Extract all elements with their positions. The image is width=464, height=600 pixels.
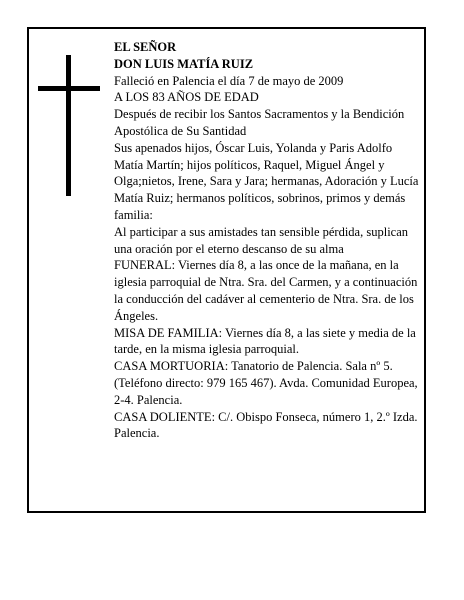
family-list: Sus apenados hijos, Óscar Luis, Yolanda y Paris Adolfo Matía Martín; hijos políticos, Raquel, Miguel Ángel y Olga;nietos, Irene, Sara y Jara; hermanas, Adoración y Lucía Matía Ruiz; hermanos políticos, sobrinos, primos y demás familia: (114, 140, 419, 222)
funeral-home-info: CASA MORTUORIA: Tanatorio de Palencia. Sala nº 5. (Teléfono directo: 979 165 467). Avda. Comunidad Europea, 2-4. Palencia. (114, 359, 418, 407)
deceased-name: DON LUIS MATÍA RUIZ (114, 56, 254, 71)
heading-line-1: EL SEÑOR (114, 40, 177, 54)
obituary-text (114, 39, 422, 442)
death-date: Falleció en Palencia el día 7 de mayo de 2009 (114, 73, 344, 88)
age: A LOS 83 AÑOS DE EDAD (114, 90, 259, 105)
family-mass-info: MISA DE FAMILIA: Viernes día 8, a las siete y media de la tarde, en la misma iglesia parroquial. (114, 325, 416, 357)
sacraments: Después de recibir los Santos Sacramentos y la Bendición Apostólica de Su Santidad (114, 107, 405, 138)
cross-vertical-bar (66, 55, 71, 196)
funeral-info: FUNERAL: Viernes día 8, a las once de la mañana, en la iglesia parroquial de Ntra. Sra. del Carmen, y a continuación la conducción del cadáver al cementerio de Ntra. Sra. de los Ángeles. (114, 258, 418, 323)
cross-horizontal-bar (38, 86, 100, 91)
family-home-info: CASA DOLIENTE: C/. Obispo Fonseca, número 1, 2.º Izda. Palencia. (114, 409, 418, 441)
prayer-request: Al participar a sus amistades tan sensible pérdida, suplican una oración por el eterno descanso de su alma (114, 224, 409, 256)
